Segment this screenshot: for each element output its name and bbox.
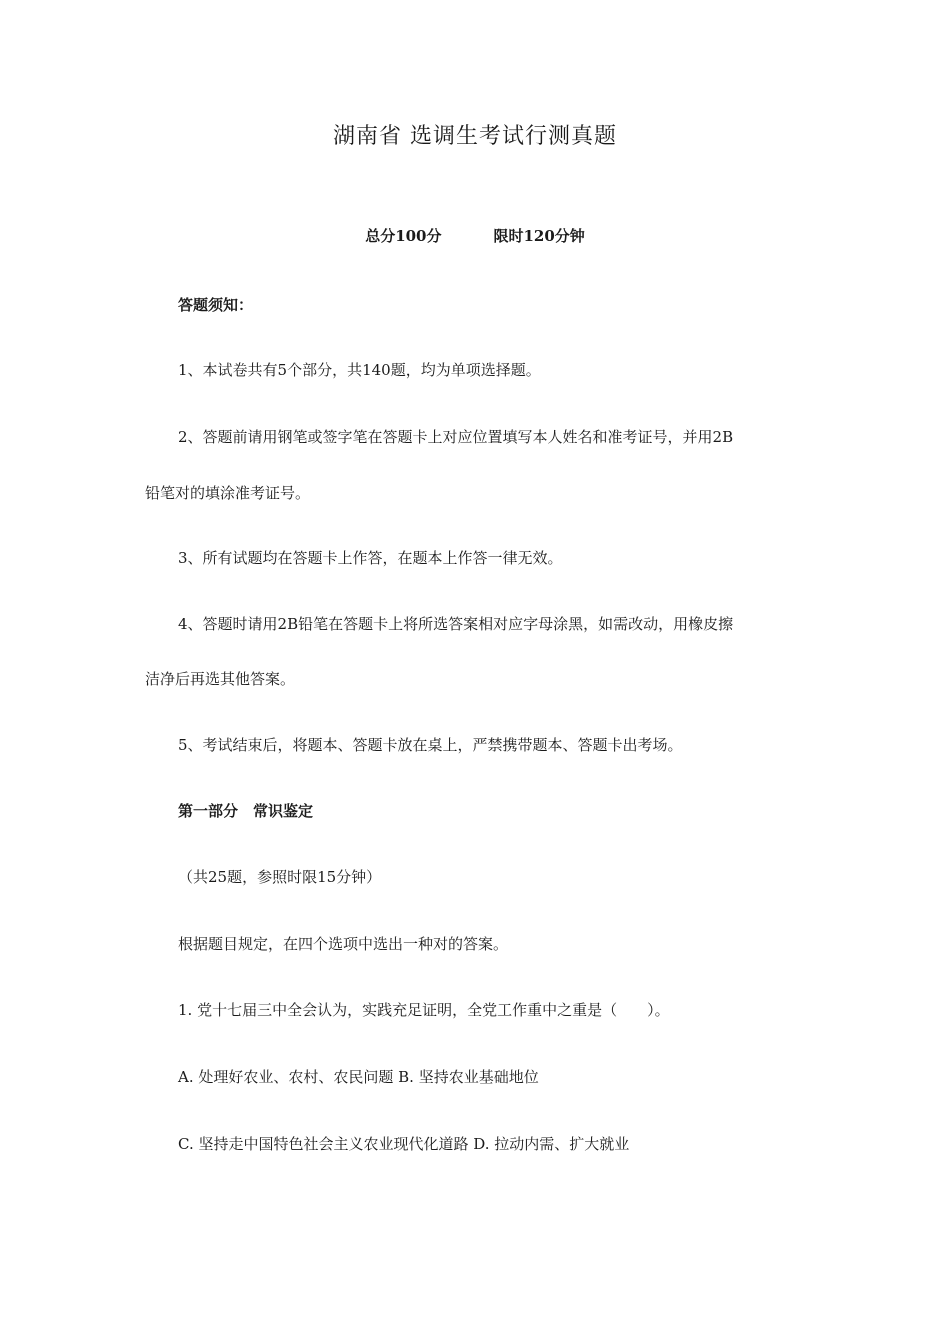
instruction-item-3: 3、所有试题均在答题卡上作答，在题本上作答一律无效。 xyxy=(178,549,563,567)
instruction-item-2-line-2: 铅笔对的填涂准考证号。 xyxy=(145,484,311,502)
instructions-heading: 答题须知： xyxy=(178,296,254,314)
section1-heading: 第一部分 常识鉴定 xyxy=(178,802,314,820)
document-title: 湖南省 选调生考试行测真题 xyxy=(333,124,617,149)
total-score: 总分100分 xyxy=(365,227,442,245)
time-limit: 限时120分钟 xyxy=(493,227,585,245)
question-1-options-line-1: A. 处理好农业、农村、农民问题 B. 坚持农业基础地位 xyxy=(178,1068,539,1086)
instruction-item-1: 1、本试卷共有5个部分，共140题，均为单项选择题。 xyxy=(178,361,541,379)
instruction-item-4-line-2: 洁净后再选其他答案。 xyxy=(145,670,296,688)
question-1-options-line-2: C. 坚持走中国特色社会主义农业现代化道路 D. 拉动内需、扩大就业 xyxy=(178,1135,630,1153)
instruction-item-2-line-1: 2、答题前请用钢笔或签字笔在答题卡上对应位置填写本人姓名和准考证号，并用2B xyxy=(178,428,734,446)
section1-note: （共25题，参照时限15分钟） xyxy=(178,868,382,886)
instruction-item-5: 5、考试结束后，将题本、答题卡放在桌上，严禁携带题本、答题卡出考场。 xyxy=(178,736,683,754)
section1-directions: 根据题目规定，在四个选项中选出一种对的答案。 xyxy=(178,935,509,953)
question-1-stem: 1. 党十七届三中全会认为，实践充足证明，全党工作重中之重是（ ）。 xyxy=(178,1001,670,1019)
exam-meta xyxy=(0,226,950,246)
instruction-item-4-line-1: 4、答题时请用2B铅笔在答题卡上将所选答案相对应字母涂黑，如需改动，用橡皮擦 xyxy=(178,615,734,633)
